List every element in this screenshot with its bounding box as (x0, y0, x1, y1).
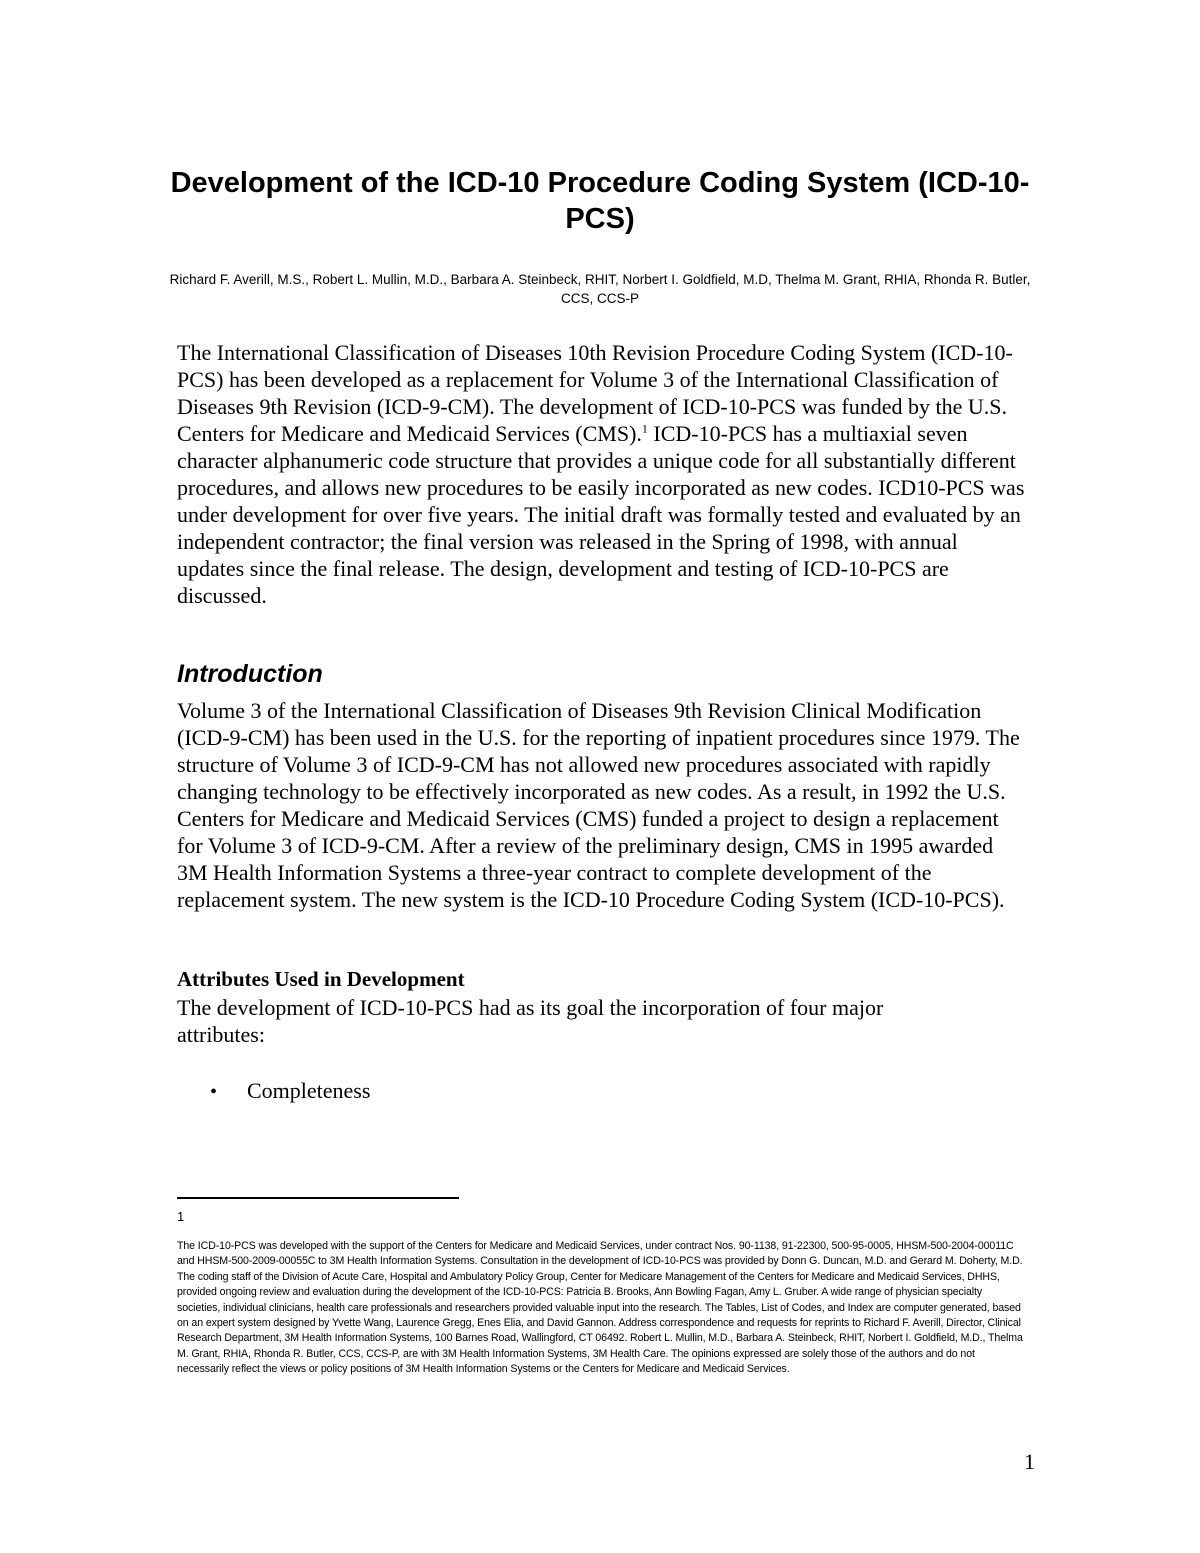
introduction-heading: Introduction (177, 660, 323, 688)
page-number: 1 (1024, 1449, 1035, 1474)
list-item (210, 1077, 370, 1106)
abstract-paragraph (177, 339, 1027, 609)
abstract-text-part-1: The International Classification of Diseases 10th Revision Procedure Coding System (ICD-10-PCS) has been developed as a replacement for Volume 3 of the International Classification of Diseases 9th Revision (ICD-9-CM). The development of ICD-10-PCS was funded by the U.S. Centers for Medicare and Medicaid Services (CMS). (177, 340, 1013, 446)
footnote-marker: 1 (177, 1209, 185, 1224)
attributes-paragraph: The development of ICD-10-PCS had as its goal the incorporation of four major attributes: (177, 995, 884, 1047)
attributes-list (210, 1077, 370, 1106)
bullet-icon: • (210, 1081, 218, 1103)
footnote-reference[interactable]: 1 (641, 421, 648, 436)
introduction-paragraph: Volume 3 of the International Classification of Diseases 9th Revision Clinical Modification (ICD-9-CM) has been used in the U.S. for the reporting of inpatient procedures since 1979. The structure of Volume 3 of ICD-9-CM has not allowed new procedures associated with rapidly changing technology to be effectively incorporated as new codes. As a result, in 1992 the U.S. Centers for Medicare and Medicaid Services (CMS) funded a project to design a replacement for Volume 3 of ICD-9-CM. After a review of the preliminary design, CMS in 1995 awarded 3M Health Information Systems a three-year contract to complete development of the replacement system. The new system is the ICD-10 Procedure Coding System (ICD-10-PCS). (177, 698, 1020, 912)
abstract-text-part-2: ICD-10-PCS has a multiaxial seven character alphanumeric code structure that provides a unique code for all substantially different procedures, and allows new procedures to be easily incorporated as new codes. ICD10-PCS was under development for over five years. The initial draft was formally tested and evaluated by an independent contractor; the final version was released in the Spring of 1998, with annual updates since the final release. The design, development and testing of ICD-10-PCS are discussed. (177, 421, 1025, 608)
attributes-heading: Attributes Used in Development (177, 967, 465, 991)
footnote-text: The ICD-10-PCS was developed with the support of the Centers for Medicare and Medicaid Services, under contract Nos. 90-1138, 91-22300, 500-95-0005, HHSM-500-2004-00011C and HHSM-500-2009-00055C to 3M Health Information Systems. Consultation in the development of ICD-10-PCS was provided by Donn G. Duncan, M.D. and Gerard M. Doherty, M.D. The coding staff of the Division of Acute Care, Hospital and Ambulatory Policy Group, Center for Medicare Management of the Centers for Medicare and Medicaid Services, DHHS, provided ongoing review and evaluation during the development of the ICD-10-PCS: Patricia B. Brooks, Ann Bowling Fagan, Amy L. Gruber. A wide range of physician specialty societies, individual clinicians, health care professionals and researchers provided valuable input into the research. The Tables, List of Codes, and Index are computer generated, based on an expert system designed by Yvette Wang, Laurence Gregg, Enes Elia, and David Gannon. Address correspondence and requests for reprints to Richard F. Averill, Director, Clinical Research Department, 3M Health Information Systems, 100 Barnes Road, Wallingford, CT 06492. Robert L. Mullin, M.D., Barbara A. Steinbeck, RHIT, Norbert I. Goldfield, M.D., Thelma M. Grant, RHIA, Rhonda R. Butler, CCS, CCS-P, are with 3M Health Information Systems, 3M Health Care. The opinions expressed are solely those of the authors and do not necessarily reflect the views or policy positions of 3M Health Information Systems or the Centers for Medicare and Medicaid Services. (177, 1240, 1023, 1376)
list-item-label: Completeness (247, 1078, 371, 1103)
author-list: Richard F. Averill, M.S., Robert L. Mullin, M.D., Barbara A. Steinbeck, RHIT, Norbert I. Goldfield, M.D, Thelma M. Grant, RHIA, Rhonda R. Butler, CCS, CCS-P (169, 272, 1031, 306)
footnote-divider (177, 1197, 459, 1199)
document-title: Development of the ICD-10 Procedure Coding System (ICD-10-PCS) (170, 167, 1030, 235)
